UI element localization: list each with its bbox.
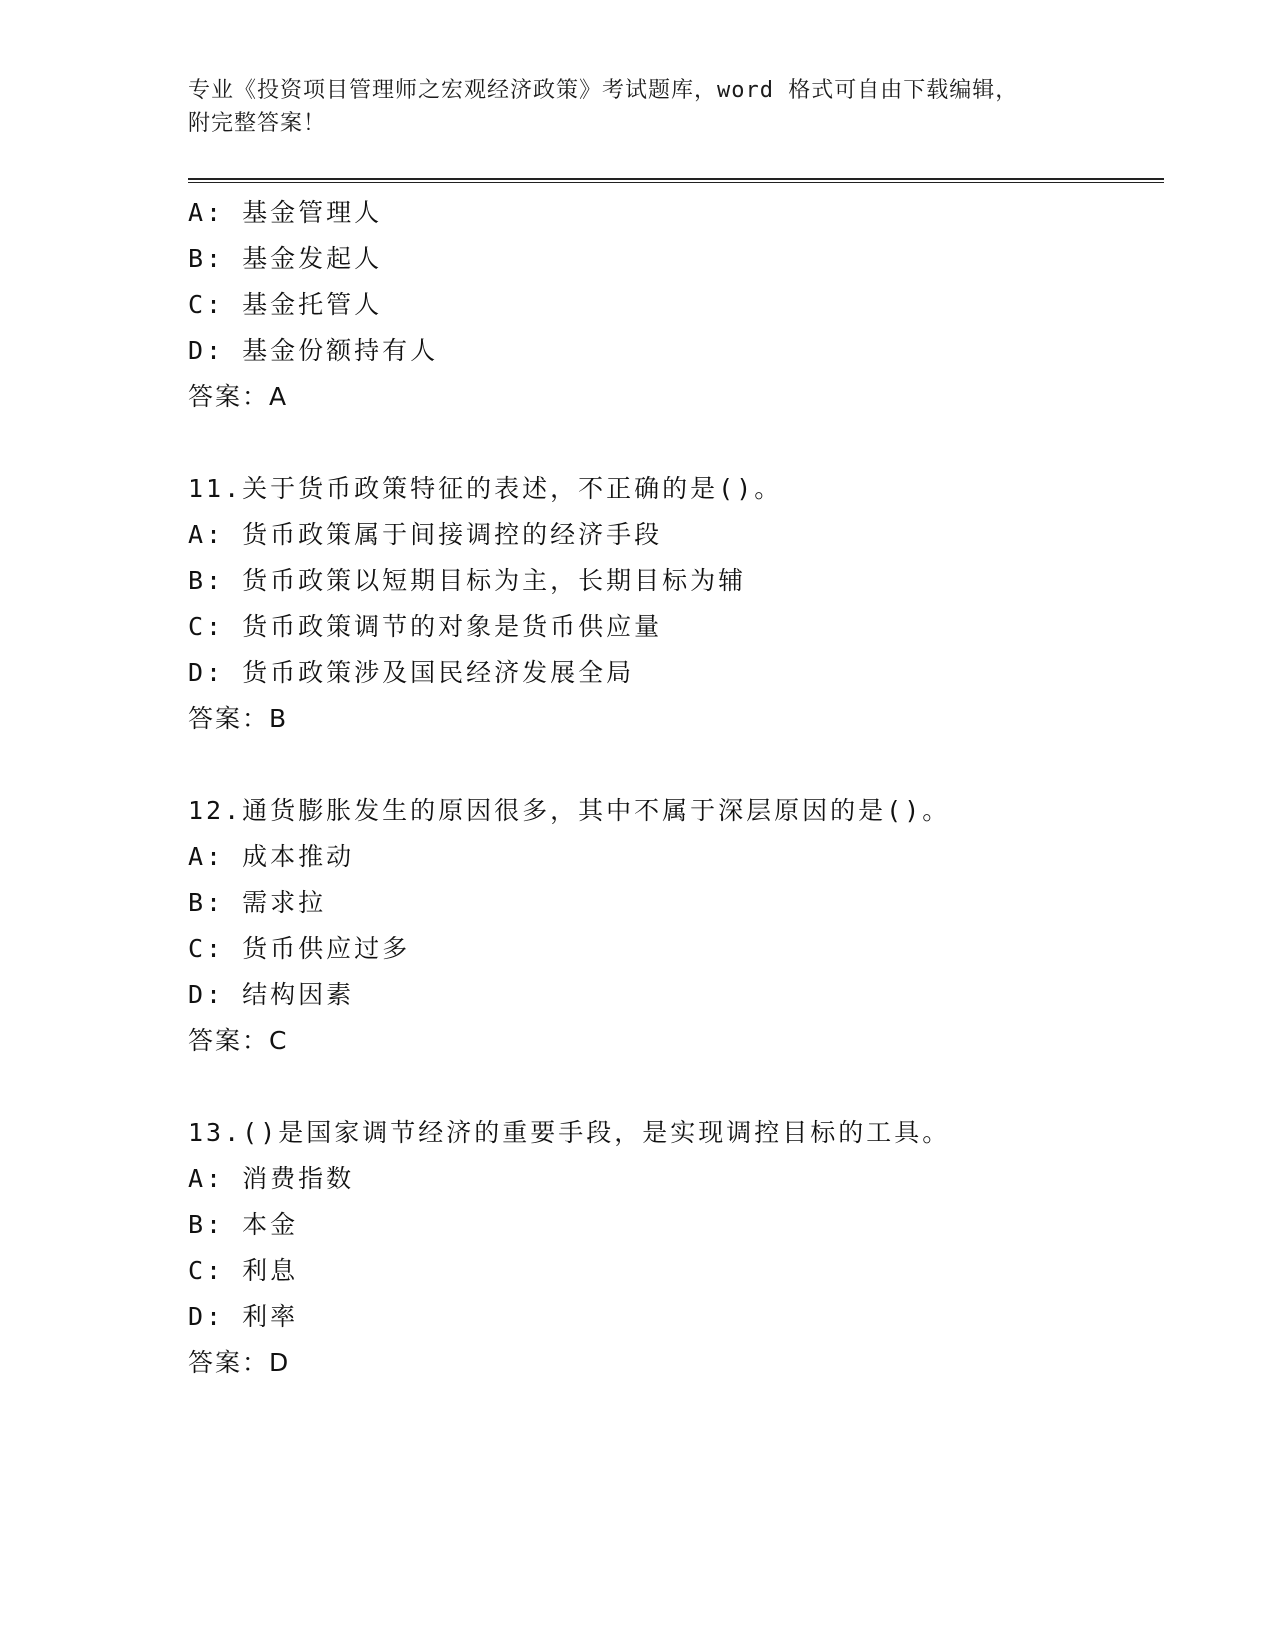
answer: 答案：D: [188, 1348, 291, 1377]
option-d: D: 利率: [188, 1302, 299, 1331]
question-text: 12.通货膨胀发生的原因很多，其中不属于深层原因的是()。: [188, 796, 951, 825]
option-c: C: 货币政策调节的对象是货币供应量: [188, 612, 663, 641]
question-block-12: [188, 788, 1168, 1064]
option-b: B: 货币政策以短期目标为主，长期目标为辅: [188, 566, 747, 595]
option-a: A: 基金管理人: [188, 198, 383, 227]
option-b: B: 需求拉: [188, 888, 327, 917]
spacer: [188, 742, 1168, 788]
question-list: [188, 190, 1168, 1386]
answer: 答案：C: [188, 1026, 289, 1055]
option-a: A: 消费指数: [188, 1164, 355, 1193]
spacer: [188, 420, 1168, 466]
option-a: A: 货币政策属于间接调控的经济手段: [188, 520, 663, 549]
option-d: D: 结构因素: [188, 980, 355, 1009]
option-c: C: 利息: [188, 1256, 299, 1285]
answer: 答案：A: [188, 382, 289, 411]
question-block-11: [188, 466, 1168, 742]
question-text: 13.()是国家调节经济的重要手段，是实现调控目标的工具。: [188, 1118, 951, 1147]
question-text: 11.关于货币政策特征的表述，不正确的是()。: [188, 474, 783, 503]
header-divider: [188, 178, 1164, 183]
page-header: [188, 74, 1088, 140]
answer: 答案：B: [188, 704, 289, 733]
option-c: C: 基金托管人: [188, 290, 383, 319]
spacer: [188, 1064, 1168, 1110]
question-block-10: [188, 190, 1168, 420]
option-d: D: 货币政策涉及国民经济发展全局: [188, 658, 635, 687]
header-line-1: 专业《投资项目管理师之宏观经济政策》考试题库，word 格式可自由下载编辑，: [188, 78, 1019, 103]
option-d: D: 基金份额持有人: [188, 336, 439, 365]
option-b: B: 基金发起人: [188, 244, 383, 273]
option-b: B: 本金: [188, 1210, 299, 1239]
header-line-2: 附完整答案！: [188, 111, 327, 136]
option-c: C: 货币供应过多: [188, 934, 411, 963]
question-block-13: [188, 1110, 1168, 1386]
option-a: A: 成本推动: [188, 842, 355, 871]
